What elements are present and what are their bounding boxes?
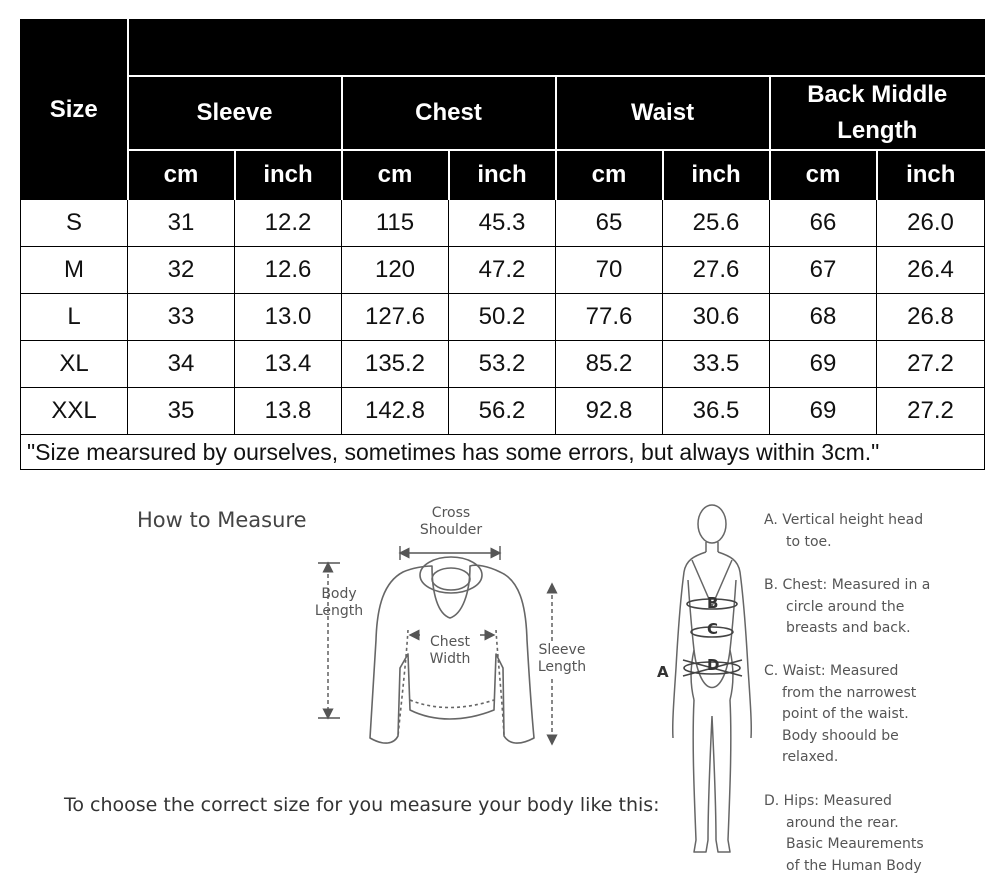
table-cell: 33.5 [663,341,770,388]
table-cell: 33 [128,294,235,341]
unit-header: cm [128,150,235,200]
table-cell: 56.2 [449,388,556,435]
size-cell: XL [21,341,128,388]
size-cell: M [21,247,128,294]
table-cell: 50.2 [449,294,556,341]
table-cell: 13.8 [235,388,342,435]
table-cell: 65 [556,200,663,247]
human-body-sketch-icon [673,505,752,852]
unit-header: inch [449,150,556,200]
unit-header: inch [663,150,770,200]
table-cell: 26.4 [877,247,985,294]
note-a: A. Vertical height head to toe. [764,512,924,550]
cross-shoulder-label: Cross Shoulder [419,505,483,538]
sleeve-length-label: Sleeve Length [530,642,594,676]
table-cell: 120 [342,247,449,294]
unit-header: inch [877,150,985,200]
table-cell: 12.6 [235,247,342,294]
table-cell: 26.0 [877,200,985,247]
how-to-measure-title: How to Measure [137,508,307,532]
unit-header: cm [342,150,449,200]
table-cell: 25.6 [663,200,770,247]
table-cell: 35 [128,388,235,435]
table-cell: 36.5 [663,388,770,435]
table-cell: 85.2 [556,341,663,388]
table-cell: 31 [128,200,235,247]
table-cell: 13.0 [235,294,342,341]
group-header-waist: Waist [556,76,770,150]
table-cell: 69 [770,341,877,388]
note-d: D. Hips: Measured around the rear. Basic Meaurements of the Human Body [764,793,924,874]
body-letter-d: D [707,656,720,674]
table-cell: 135.2 [342,341,449,388]
size-cell: S [21,200,128,247]
table-cell: 70 [556,247,663,294]
cross-shoulder-arrow [400,546,500,560]
body-letter-b: B [707,594,719,612]
table-cell: 67 [770,247,877,294]
unit-header: cm [556,150,663,200]
table-cell: 27.2 [877,341,985,388]
group-header-sleeve: Sleeve [128,76,342,150]
table-cell: 12.2 [235,200,342,247]
unit-header: inch [235,150,342,200]
table-cell: 53.2 [449,341,556,388]
table-cell: 142.8 [342,388,449,435]
size-header: Size [21,20,128,200]
table-cell: 30.6 [663,294,770,341]
group-header-back-middle-length: Back Middle Length [770,76,985,150]
body-letter-c: C [707,620,719,638]
note-b: B. Chest: Measured in a circle around the breasts and back. [764,577,931,636]
table-cell: 45.3 [449,200,556,247]
table-cell: 34 [128,341,235,388]
table-cell: 32 [128,247,235,294]
size-cell: L [21,294,128,341]
table-cell: 115 [342,200,449,247]
chest-width-label: Chest Width [420,634,480,668]
unit-header: cm [770,150,877,200]
body-length-label: Body Length [314,586,364,619]
body-letter-a: A [657,663,669,681]
table-cell: 47.2 [449,247,556,294]
table-cell: 92.8 [556,388,663,435]
choose-size-instruction: To choose the correct size for you measure your body like this: [64,794,660,816]
note-c: C. Waist: Measured from the narrowest point of the waist. Body shoould be relaxed. [764,663,917,765]
table-cell: 13.4 [235,341,342,388]
measurement-note: "Size mearsured by ourselves, sometimes has some errors, but always within 3cm." [21,435,985,470]
group-header-chest: Chest [342,76,556,150]
table-cell: 77.6 [556,294,663,341]
table-cell: 68 [770,294,877,341]
table-cell: 66 [770,200,877,247]
table-cell: 26.8 [877,294,985,341]
table-cell: 27.6 [663,247,770,294]
table-cell: 69 [770,388,877,435]
size-cell: XXL [21,388,128,435]
table-cell: 127.6 [342,294,449,341]
table-cell: 27.2 [877,388,985,435]
